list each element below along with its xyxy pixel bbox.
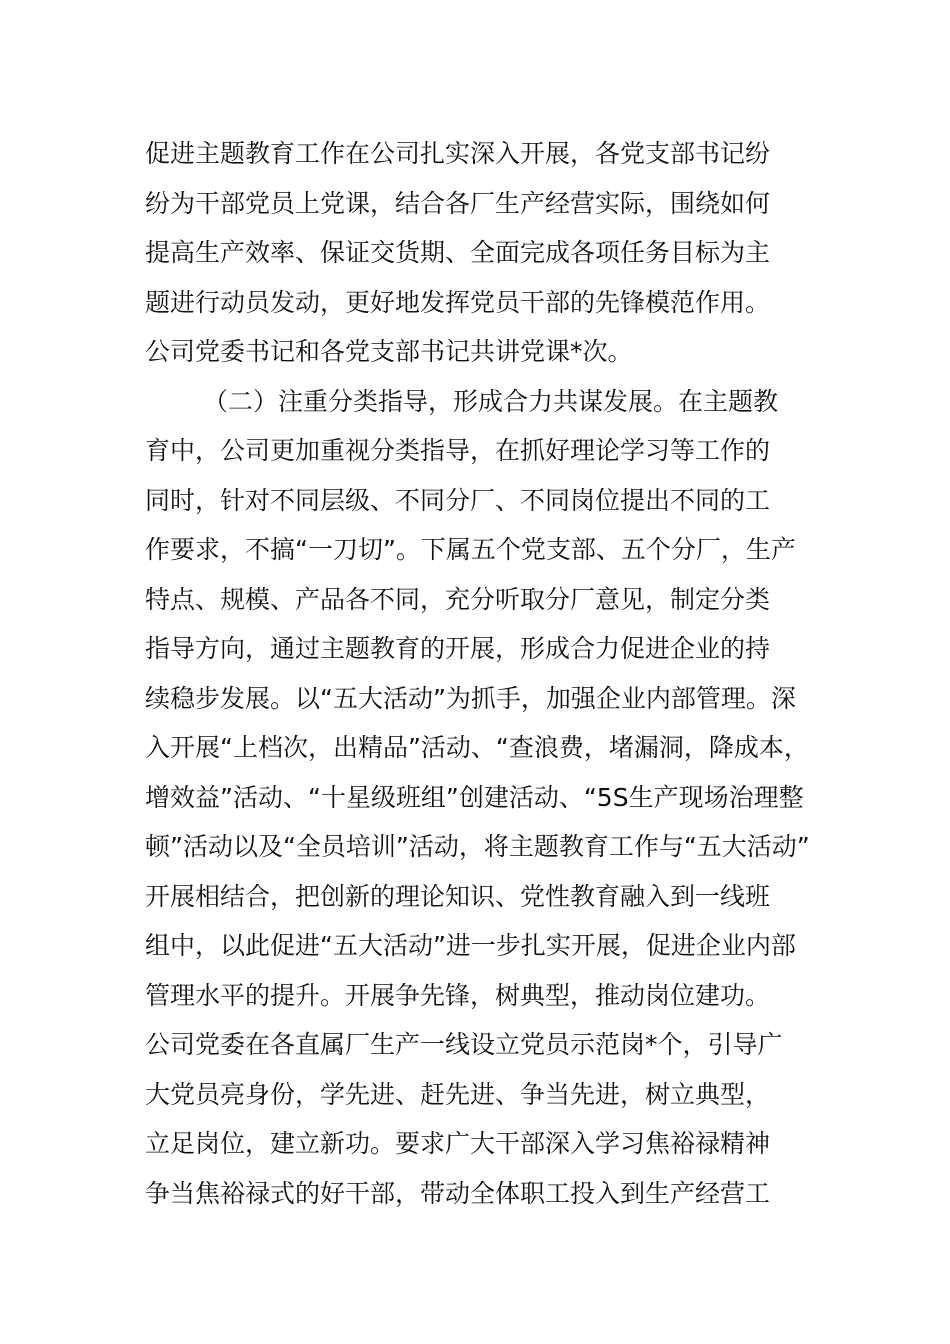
text-line: 题进行动员发动，更好地发挥党员干部的先锋模范作用。 (145, 287, 771, 317)
text-line: 组中，以此促进“五大活动”进一步扎实开展，促进企业内部 (145, 931, 796, 960)
text-line: 顿”活动以及“全员培训”活动，将主题教育工作与“五大活动” (145, 832, 810, 861)
text-line: 育中，公司更加重视分类指导，在抓好理论学习等工作的 (145, 436, 771, 465)
text-line: 公司党委书记和各党支部书记共讲党课*次。 (145, 337, 633, 366)
section-heading-line: （二）注重分类指导，形成合力共谋发展。在主题教 (203, 386, 779, 416)
text-line: 公司党委在各直属厂生产一线设立党员示范岗*个，引导广 (145, 1030, 783, 1059)
text-line: 争当焦裕禄式的好干部，带动全体职工投入到生产经营工 (145, 1178, 771, 1208)
text-line: 作要求，不搞“一刀切”。下属五个党支部、五个分厂，生产 (145, 535, 796, 564)
text-line: 管理水平的提升。开展争先锋，树典型，推动岗位建功。 (145, 980, 771, 1010)
text-line: 续稳步发展。以“五大活动”为抓手，加强企业内部管理。深 (145, 683, 796, 713)
text-line: 纷为干部党员上党课，结合各厂生产经营实际，围绕如何 (145, 188, 771, 218)
text-line: 立足岗位，建立新功。要求广大干部深入学习焦裕禄精神 (145, 1129, 771, 1158)
text-line: 开展相结合，把创新的理论知识、党性教育融入到一线班 (145, 881, 771, 911)
text-line: 提高生产效率、保证交货期、全面完成各项任务目标为主 (145, 238, 771, 267)
text-line: 入开展“上档次，出精品”活动、“查浪费，堵漏洞，降成本， (145, 733, 809, 762)
text-line: 促进主题教育工作在公司扎实深入开展，各党支部书记纷 (145, 139, 771, 168)
text-line: 指导方向，通过主题教育的开展，形成合力促进企业的持 (145, 634, 771, 663)
body-text (145, 129, 845, 1218)
text-line: 特点、规模、产品各不同，充分听取分厂意见，制定分类 (145, 584, 771, 614)
text-line: 同时，针对不同层级、不同分厂、不同岗位提出不同的工 (145, 485, 771, 515)
text-line: 大党员亮身份，学先进、赶先进、争当先进，树立典型， (145, 1079, 771, 1109)
text-line: 增效益”活动、“十星级班组”创建活动、“5S生产现场治理整 (145, 782, 804, 812)
